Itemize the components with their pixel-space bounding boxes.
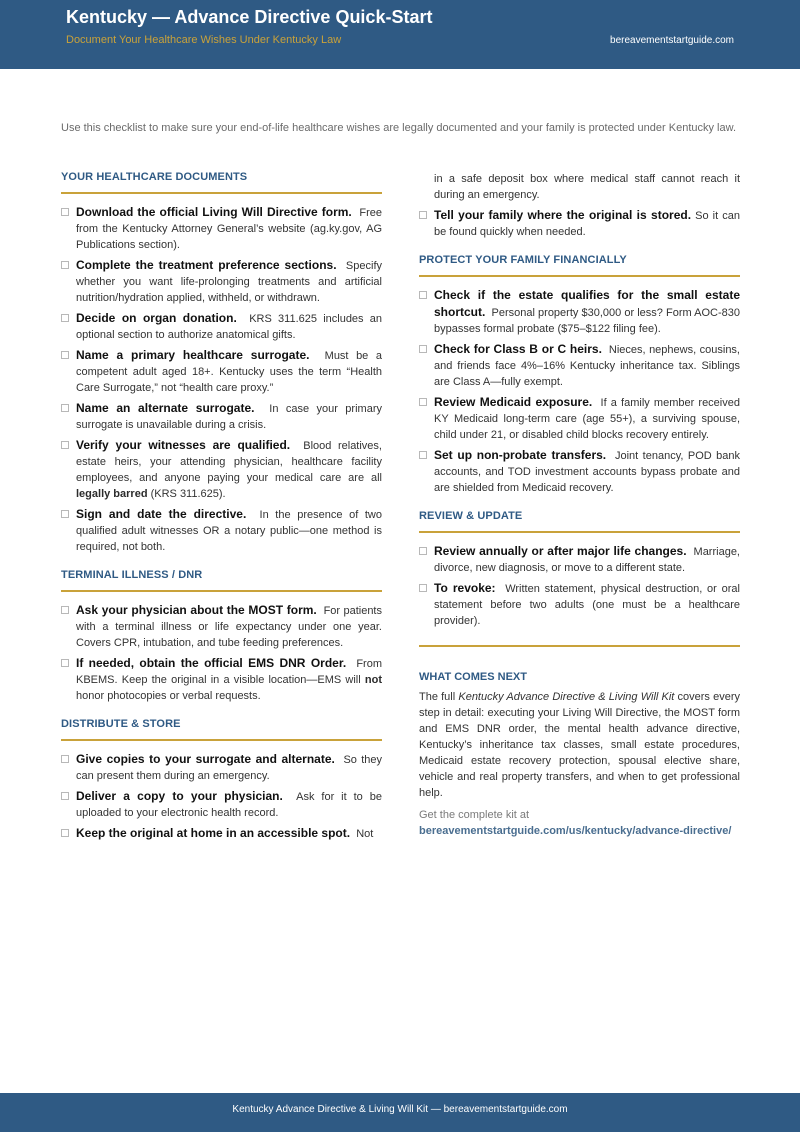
checklist-section xyxy=(61,569,382,704)
left-column xyxy=(61,171,382,856)
item-body: Free from the Kentucky Attorney General’s website (ag.ky.gov, AG Publications section). xyxy=(76,207,382,251)
item-lead: Keep the original at home in an accessible spot. xyxy=(76,826,351,840)
checklist-item xyxy=(419,543,740,576)
item-body: Ask for it to be uploaded to your electronic health record. xyxy=(76,791,382,819)
checklist-section xyxy=(419,254,740,496)
checklist-item xyxy=(419,341,740,390)
section-heading: REVIEW & UPDATE xyxy=(419,510,740,533)
checkbox[interactable] xyxy=(61,606,69,614)
item-lead: If needed, obtain the official EMS DNR Order. xyxy=(76,656,347,670)
checkbox[interactable] xyxy=(419,584,427,592)
checklist-item xyxy=(61,655,382,704)
cta-text: Get the complete kit at xyxy=(419,809,530,821)
item-body: For patients with a terminal illness or life expectancy under one year. Covers CPR, intubation, and tube feeding preferences. xyxy=(76,605,382,649)
item-lead: Sign and date the directive. xyxy=(76,507,247,521)
item-body: Joint tenancy, POD bank accounts, and TOD investment accounts bypass probate and are shielded from Medicaid recovery. xyxy=(434,450,740,494)
page-subtitle: Document Your Healthcare Wishes Under Kentucky Law xyxy=(66,34,342,46)
checkbox[interactable] xyxy=(61,404,69,412)
checklist-item xyxy=(419,394,740,443)
continuation-text: in a safe deposit box where medical staff cannot reach it during an emergency. xyxy=(434,173,740,201)
item-body: Written statement, physical destruction, or oral statement before two adults (one must be a healthcare provider). xyxy=(434,583,740,627)
site-name: bereavementstartguide.com xyxy=(610,35,734,46)
checkbox[interactable] xyxy=(419,345,427,353)
checklist-section xyxy=(61,718,382,842)
item-body: Nieces, nephews, cousins, and friends face 4%–16% Kentucky inheritance tax. Siblings are Class A—fully exempt. xyxy=(434,344,740,388)
checkbox[interactable] xyxy=(61,261,69,269)
next-body-post: covers every step in detail: executing your Living Will Directive, the MOST form and EMS DNR order, the mental health advance directive, Kentucky’s inheritance tax classes, small estate procedures, Medicaid estate recovery protection, spousal elective share, vehicle and real property transfers, and when to get professional help. xyxy=(419,691,740,799)
checklist-item xyxy=(61,825,382,842)
item-lead: Review annually or after major life changes. xyxy=(434,544,687,558)
checklist-item xyxy=(61,602,382,651)
item-lead: Review Medicaid exposure. xyxy=(434,395,593,409)
checklist-item xyxy=(61,437,382,502)
item-body: If a family member received KY Medicaid long-term care (age 55+), a surviving spouse, child under 21, or disabled child blocks recovery entirely. xyxy=(434,397,740,441)
item-lead: Set up non-probate transfers. xyxy=(434,448,607,462)
kit-title: Kentucky Advance Directive & Living Will Kit xyxy=(458,691,675,703)
checklist-item xyxy=(61,204,382,253)
checkbox[interactable] xyxy=(61,351,69,359)
checkbox[interactable] xyxy=(419,211,427,219)
item-body: KRS 311.625 includes an optional section to authorize anatomical gifts. xyxy=(76,313,382,341)
item-lead: Name a primary healthcare surrogate. xyxy=(76,348,310,362)
item-lead: Deliver a copy to your physician. xyxy=(76,789,283,803)
checklist-item xyxy=(61,751,382,784)
item-lead: Give copies to your surrogate and alternate. xyxy=(76,752,335,766)
checklist-section xyxy=(419,510,740,629)
checklist-item xyxy=(419,287,740,337)
checkbox[interactable] xyxy=(61,755,69,763)
item-body: Personal property $30,000 or less? Form AOC-830 bypasses formal probate ($75–$122 filing fee). xyxy=(434,307,740,335)
item-body: Must be a competent adult aged 18+. Kentucky uses the term “Health Care Surrogate,” not “health care proxy.” xyxy=(76,350,382,394)
section-heading: DISTRIBUTE & STORE xyxy=(61,718,382,741)
next-body xyxy=(419,689,740,801)
item-lead: Complete the treatment preference sections. xyxy=(76,258,337,272)
section-heading: PROTECT YOUR FAMILY FINANCIALLY xyxy=(419,254,740,277)
section-divider xyxy=(419,645,740,647)
next-heading: WHAT COMES NEXT xyxy=(419,671,527,683)
checkbox[interactable] xyxy=(61,314,69,322)
item-tail: honor photocopies or verbal requests. xyxy=(76,690,261,702)
checkbox[interactable] xyxy=(419,398,427,406)
item-body: Specify whether you want life-prolonging treatments and artificial nutrition/hydration applied, withheld, or withdrawn. xyxy=(76,260,382,304)
checklist-item xyxy=(61,400,382,433)
checkbox[interactable] xyxy=(419,451,427,459)
item-body: From KBEMS. Keep the original in a visible location—EMS will xyxy=(76,658,382,686)
checklist-item xyxy=(419,447,740,496)
checklist-item xyxy=(61,310,382,343)
item-lead: Check for Class B or C heirs. xyxy=(434,342,602,356)
item-lead: Verify your witnesses are qualified. xyxy=(76,438,291,452)
page-footer: Kentucky Advance Directive & Living Will Kit — bereavementstartguide.com xyxy=(0,1093,800,1132)
emphasis-text: not xyxy=(364,674,382,686)
section-heading: TERMINAL ILLNESS / DNR xyxy=(61,569,382,592)
checklist-item xyxy=(419,580,740,629)
item-lead: Tell your family where the original is stored. xyxy=(434,208,692,222)
checkbox[interactable] xyxy=(419,291,427,299)
item-lead: Check if the estate qualifies for the small estate shortcut. xyxy=(434,288,740,319)
next-body-pre: The full xyxy=(419,691,459,703)
intro-text: Use this checklist to make sure your end-of-life healthcare wishes are legally documented and your family is protected under Kentucky law. xyxy=(61,122,737,134)
item-tail: (KRS 311.625). xyxy=(147,488,226,500)
checkbox[interactable] xyxy=(61,792,69,800)
section-heading: YOUR HEALTHCARE DOCUMENTS xyxy=(61,171,382,194)
page-title: Kentucky — Advance Directive Quick-Start xyxy=(66,7,433,27)
checklist-item xyxy=(419,207,740,240)
checkbox[interactable] xyxy=(61,510,69,518)
item-lead: Ask your physician about the MOST form. xyxy=(76,603,317,617)
item-body: So it can be found quickly when needed. xyxy=(434,210,740,238)
checkbox[interactable] xyxy=(61,659,69,667)
checkbox[interactable] xyxy=(61,208,69,216)
kit-link[interactable]: bereavementstartguide.com/us/kentucky/advance-directive/ xyxy=(419,825,732,837)
checklist-item xyxy=(61,506,382,555)
checkbox[interactable] xyxy=(61,441,69,449)
checkbox[interactable] xyxy=(61,829,69,837)
item-body: So they can present them during an emergency. xyxy=(76,754,382,782)
item-body: In case your primary surrogate is unavailable during a crisis. xyxy=(76,403,382,431)
item-lead: Download the official Living Will Directive form. xyxy=(76,205,352,219)
checklist-item xyxy=(61,788,382,821)
item-body: Not xyxy=(356,828,374,840)
item-lead: To revoke: xyxy=(434,581,496,595)
page-header xyxy=(0,0,800,69)
item-lead: Decide on organ donation. xyxy=(76,311,237,325)
item-body: Marriage, divorce, new diagnosis, or move to a different state. xyxy=(434,546,740,574)
item-lead: Name an alternate surrogate. xyxy=(76,401,255,415)
right-column xyxy=(419,171,740,839)
item-body: Blood relatives, estate heirs, your attending physician, healthcare facility employees, and anyone paying your medical care are all xyxy=(76,440,382,484)
checklist-item xyxy=(61,347,382,396)
emphasis-text: legally barred xyxy=(76,488,148,500)
checklist-section xyxy=(61,171,382,555)
checklist-item xyxy=(61,257,382,306)
checkbox[interactable] xyxy=(419,547,427,555)
item-body: In the presence of two qualified adult witnesses OR a notary public—one method is required, not both. xyxy=(76,509,382,553)
